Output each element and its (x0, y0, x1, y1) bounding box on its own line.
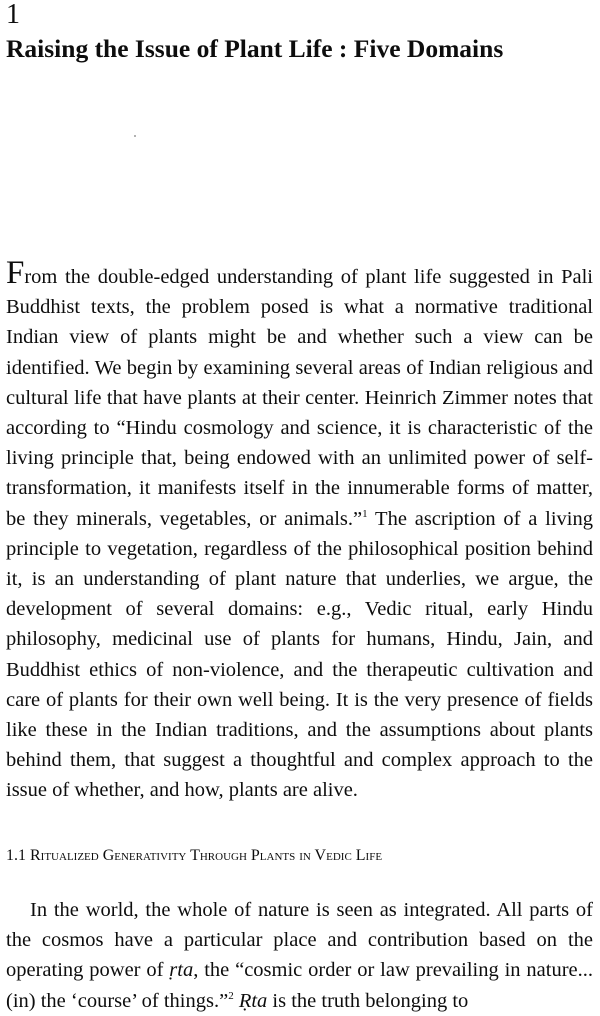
section-heading (6, 846, 382, 866)
body-paragraph-2 (6, 895, 593, 1016)
paragraph-2-text-d: is the truth belonging to (267, 989, 469, 1012)
paragraph-1-text-a: rom the double-edged understanding of plant life suggested in Pali Buddhist texts, the problem posed is what a normative traditional Indian view of plants might be and whether such a view can be identified. We begin by examining several areas of Indian religious and cultural life that have plants at their center. Heinrich Zimmer notes that according to “Hindu cosmology and science, it is characteristic of the living principle that, being endowed with an unlimited power of self-transformation, it manifests itself in the innumerable forms of matter, be they minerals, vegetables, or animals.” (6, 266, 593, 530)
term-rta-upper: Ṛta (238, 989, 268, 1012)
paragraph-2-text-a: In the world, the whole of nature is seen as integrated. All parts of the cosmos have a particular place and contribution based on the operating power of (6, 899, 593, 982)
chapter-number: 1 (6, 0, 20, 30)
footnote-marker-2: 2 (228, 989, 234, 1002)
term-rta-lower: ṛta (169, 959, 194, 982)
paragraph-2-text-b: , the “cosmic order or law prevailing in nature...(in) the ‘course’ of things.” (6, 959, 593, 1012)
section-number: 1.1 (6, 847, 26, 864)
section-title: Ritualized Generativity Through Plants in Vedic Life (30, 847, 383, 864)
chapter-title: Raising the Issue of Plant Life : Five Domains (6, 34, 504, 63)
footnote-marker-1: 1 (362, 507, 368, 520)
body-paragraph-1 (6, 255, 594, 806)
paragraph-1-text-b: The ascription of a living principle to vegetation, regardless of the philosophical position behind it, is an understanding of plant nature that underlies, we argue, the development of several domains: e.g., Vedic ritual, early Hindu philosophy, medicinal use of plants for humans, Hindu, Jain, and Buddhist ethics of non-violence, and the therapeutic cultivation and care of plants for their own well being. It is the very presence of fields like these in the Indian traditions, and the assumptions about plants behind them, that suggest a thoughtful and complex approach to the issue of whether, and how, plants are alive. (6, 507, 594, 802)
drop-cap: F (6, 255, 25, 291)
scan-speck (134, 135, 136, 137)
